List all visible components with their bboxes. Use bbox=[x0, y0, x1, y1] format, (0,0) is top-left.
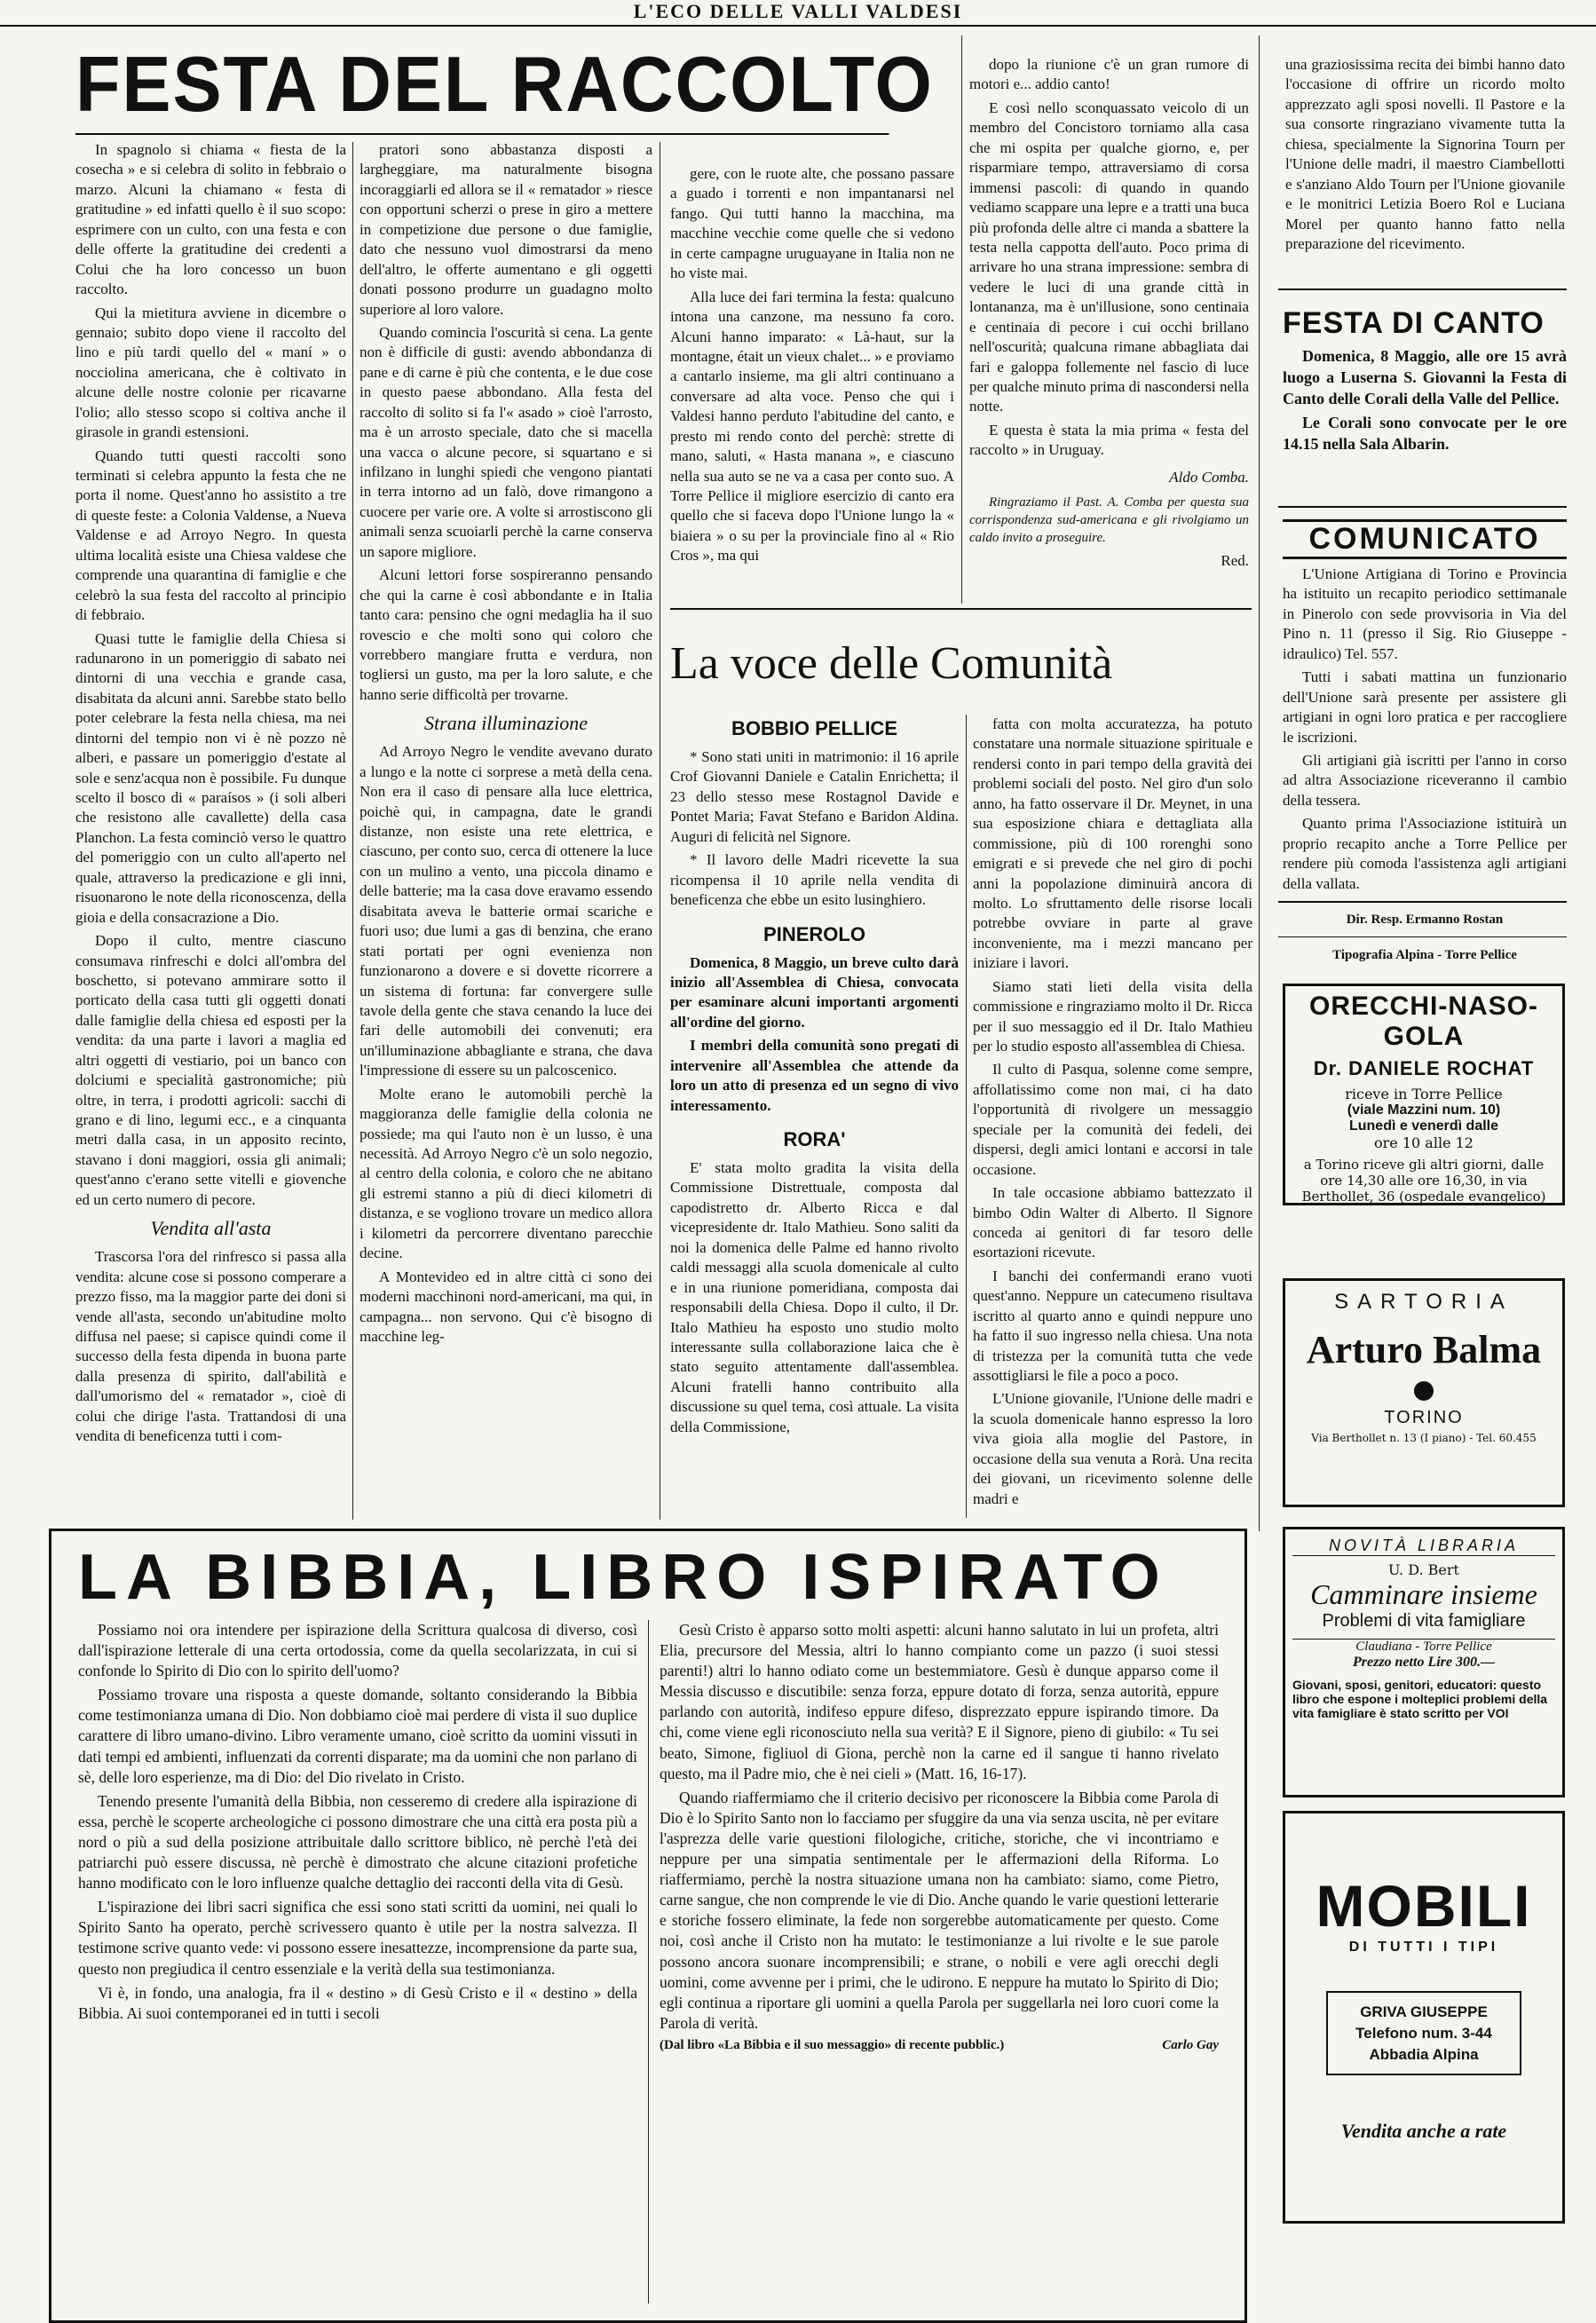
bibbia-title: LA BIBBIA, LIBRO ISPIRATO bbox=[78, 1542, 1169, 1613]
rora-heading: RORA' bbox=[783, 1128, 846, 1150]
paragraph: Possiamo trovare una risposta a queste domande, soltanto considerando la Bibbia come testimonianza umana di Dio. Non dobbiamo cioè mai perdere di vista il suo duplice carattere di libro umano-divino. Libro veramente umano, cioè scritto da uomini vissuti in dati tempi ed ambienti, influenzati da correnti disparate; ma da uomini che non parlano di sè, delle loro esperienze, ma di Dio: del Dio rivelato in Cristo. bbox=[78, 1686, 637, 1786]
printer-credit: Tipografia Alpina - Torre Pellice bbox=[1332, 948, 1517, 962]
comunicato-title: COMUNICATO bbox=[1283, 519, 1567, 559]
bibbia-article bbox=[49, 1529, 1247, 2323]
ad-sartoria bbox=[1283, 1278, 1565, 1507]
ad-address: Via Berthollet n. 13 (I piano) - Tel. 60.455 bbox=[1311, 1432, 1537, 1444]
paragraph: Tutti i sabati mattina un funzionario dell'Unione sarà presente per assistere gli artigiani in ogni loro pratica e per raccogliere le iscrizioni. bbox=[1283, 668, 1567, 746]
ad-line: (viale Mazzini num. 10) bbox=[1347, 1102, 1501, 1118]
ad-mobili bbox=[1283, 1811, 1565, 2224]
paragraph: Gesù Cristo è apparso sotto molti aspetti: alcuni hanno salutato in lui un profeta, altri Elia, precursore del Messia, altri lo hanno compianto come un pazzo (i suoi stessi parenti!) altri lo hanno odiato come un bestemmiatore. Gesù è dunque apparso come il Messia discusso e discutibile: senza forza, eppure dotato di forza, senza autorità, eppure parlando con autorità, indifeso eppure difeso, disprezzato eppure ispirando timore. Da chi, come viene egli riconosciuto nella sua verità? E il Signore, pieno di giubilo: « Tu sei beato, Simone, figliuol di Giona, perchè non la carne ed il sangue ti hanno rivelato questo, ma il Padre mio, che è nei cieli » (Matt. 16, 16-17). bbox=[660, 1621, 1219, 1782]
strana-heading: Strana illuminazione bbox=[424, 712, 588, 735]
ad-shop-name: GRIVA GIUSEPPE bbox=[1360, 2003, 1488, 2020]
ad-name: Arturo Balma bbox=[1306, 1328, 1542, 1371]
source-note: (Dal libro «La Bibbia e il suo messaggio» di recente pubblic.) bbox=[660, 2037, 1005, 2052]
ad-doctor: Dr. DANIELE ROCHAT bbox=[1313, 1057, 1535, 1079]
festa-canto bbox=[1283, 306, 1567, 502]
pinerolo-heading: PINEROLO bbox=[763, 922, 865, 945]
bibbia-source bbox=[660, 2037, 1219, 2055]
ad-line: riceve in Torre Pellice bbox=[1345, 1086, 1503, 1102]
paragraph: Qui la mietitura avviene in dicembre o gennaio; subito dopo viene il raccolto del lino e più tardi quello del « maní » o nocciolina americana, che è coltivato in alcune delle nostre colonie per ricavarne l'olio; allo stesso scopo si coltiva anche il girasole in grandi estensioni. bbox=[75, 304, 346, 441]
festa-column-1 bbox=[75, 140, 346, 1525]
paragraph: Quando riaffermiamo che il criterio decisivo per riconoscere la Bibbia come Parola di Dio è lo Spirito Santo non lo facciamo per sfuggire da una via senza uscita, nè per evitare l'asprezza delle varie questioni filologiche, critiche, storiche, che vi incontriamo e neppure per una simpatia sentimentale per le affermazioni della Riforma. Lo riaffermiamo, perchè la nostra situazione umana non ha cambiato: siamo, come Pietro, carne sangue, che non comprende le vie di Dio. Anche quando le varie questioni letterarie e storiche fossero eliminate, la fede non sorgerebbe automaticamente per questo. Come noi, così anche il Cristo non ha mutato: le testimonianze a lui rivolte e le sue parole possono ancora suonare incomprensibili; e strane, o nobili e vere agli orecchi degli uomini, come avvenne per i primi, che le udirono. E neppure ha mutato lo Spirito di Dio; egli continua a riportare gli uomini a quella Parola per suggellarla nei loro cuori come la Parola di verità. bbox=[660, 1788, 1219, 2032]
paragraph: Possiamo noi ora intendere per ispirazione della Scrittura qualcosa di diverso, così dall'ispirazione letterale di una certa ortodossia, come da quella secolarizzata, in cui si confonde lo Spirito di Dio con lo spirito dell'uomo? bbox=[78, 1621, 637, 1680]
ad-title: NOVITÀ LIBRARIA bbox=[1292, 1537, 1555, 1556]
festa-column-3 bbox=[670, 164, 954, 590]
paragraph: Domenica, 8 Maggio, alle ore 15 avrà luogo a Luserna S. Giovanni la Festa di Canto delle Corali della Valle del Pellice. bbox=[1283, 347, 1567, 407]
right-top-text bbox=[1285, 55, 1565, 281]
ad-orecchi-naso-gola bbox=[1283, 984, 1565, 1205]
red-signature: Red. bbox=[1221, 551, 1249, 569]
paragraph: A Montevideo ed in altre città ci sono dei moderni macchinoni nord-americani, ma qui, in campagna... non servono. Qui c'è bisogno di macchine leg- bbox=[359, 1268, 652, 1345]
voce-comunita-title: La voce delle Comunità bbox=[670, 638, 1113, 689]
comunicato bbox=[1283, 519, 1567, 892]
ad-shop-box bbox=[1326, 1991, 1521, 2075]
ad-line: a Torino riceve gli altri giorni, dalle ore 14,30 alle ore 16,30, in via Berthollet, 36 (ospedale evangelico) bbox=[1301, 1157, 1546, 1205]
paragraph: E' stata molto gradita la visita della Commissione Distrettuale, composta dal capodistretto dr. Alberto Ricca e dal vicepresidente dr. Italo Mathieu. Sono saliti da noi la domenica delle Palme ed hanno rivolto caldi messaggi alla scuola domenicale al culto e in una riunione pomeridiana, composta dai responsabili della Chiesa. Dopo il culto, il Dr. Italo Mathieu ha esposto uno studio molto interessante sulla collaborazione laica che è stato seguito attentamente dall'assemblea. Alcuni fratelli hanno contribuito alla discussione su quel tema, così attuale. La visita della Commissione, bbox=[670, 1159, 959, 1435]
paragraph: Quando comincia l'oscurità si cena. La gente non è difficile di gusti: avendo abbondanza di pane e di carne è più che contenta, e le due cose in questo paese abbondano. Alla festa del raccolto di solito si fa l'« asado » cioè l'arrosto, ma è un arrosto speciale, dato che si macella una vacca o alcune pecore, si squartano e si infilzano in lunghi spiedi che vengono piantati in terra intorno ad un falò, dove rimangono a cuocere per varie ore. A volte si arrostiscono gli animali senza scuoiarli perchè la carne conserva un sapore migliore. bbox=[359, 323, 652, 560]
ad-line: Lunedì e venerdì dalle bbox=[1348, 1118, 1499, 1134]
director-credit: Dir. Resp. Ermanno Rostan bbox=[1346, 913, 1504, 927]
paragraph: Vi è, in fondo, una analogia, fra il « destino » di Gesù Cristo e il « destino » della Bibbia. Ai suoi contemporanei ed in tutti i secoli bbox=[78, 1983, 637, 2022]
paragraph: Domenica, 8 Maggio, un breve culto darà inizio all'Assemblea di Chiesa, convocata per esaminare alcuni importanti argomenti all'ordine del giorno. bbox=[670, 953, 959, 1031]
paragraph: E così nello sconquassato veicolo di un membro del Concistoro torniamo alla casa che mi ospita per qualche giorno, e, per risparmiare tempo, attraversiamo di corsa immensi pascoli: di quando in quando vediamo scappare una lepre e a tratti una buca più profonda delle altre ci manda a sbattere la testa nella cappotta dell'auto. Poco prima di arrivare ho una strana impressione: sembra di vedere le luci di una grande città in lontananza, ma è un'illusione, sono centinaia e centinaia di pecore i cui occhi brillano nell'oscurità; qualcuna rimane abbagliata dai fari e galoppa follemente nel fascio di luce per qualche minuto prima di nascondersi nella notte. bbox=[969, 99, 1249, 415]
bibbia-column-1 bbox=[78, 1620, 637, 2312]
ad-line: ore 10 alle 12 bbox=[1374, 1134, 1474, 1151]
ad-publisher: Claudiana - Torre Pellice bbox=[1292, 1639, 1555, 1655]
paragraph: Le Corali sono convocate per le ore 14.15 nella Sala Albarin. bbox=[1283, 414, 1567, 453]
paragraph: Quanto prima l'Associazione istituirà un proprio recapito anche a Torre Pellice per rendere più comoda l'assistenza agli artigiani della vallata. bbox=[1283, 815, 1567, 892]
ad-title: MOBILI bbox=[1316, 1873, 1532, 1939]
paragraph: Il culto di Pasqua, solenne come sempre, affollatissimo come non mai, ci ha dato l'opportunità di rivolgere un messaggio speciale per la comunità dei fedeli, dei dispersi, degli amici lontani e accorsi in tale occasione. bbox=[973, 1061, 1252, 1178]
paragraph: gere, con le ruote alte, che possano passare a guado i torrenti e non impantanarsi nel fango. Qui tutti hanno la macchina, ma macchine vecchie come quelle che si vedono in certe campagne uruguayane in Italia non ne ho viste mai. bbox=[670, 165, 954, 282]
paragraph: * Sono stati uniti in matrimonio: il 16 aprile Crof Giovanni Daniele e Catalin Enrichetta; il 23 dello stesso mese Rostagnol Davide e Pontet Maria; Favat Stefano e Baridon Aldina. Auguri di felicità nel Signore. bbox=[670, 748, 959, 845]
author-signature: Carlo Gay bbox=[1162, 2037, 1219, 2052]
editor-note: Ringraziamo il Past. A. Comba per questa sua corrispondenza sud-americana e gli rivolgiamo un caldo invito a proseguire. bbox=[969, 495, 1249, 545]
paragraph: Alla luce dei fari termina la festa: qualcuno intona una canzone, ma nessuno fa coro. Alcuni hanno imparato: « Là-haut, sur la montagne, était un vieux chalet... » e proviamo a cantarlo insieme, ma gli altri continuano a conversare ad alta voce. Penso che qui i Valdesi hanno perduto l'abitudine del canto, e presto mi rendo conto del perchè: strette di mano, saluti, « Hasta manana », e ciascuno nella sua auto se ne va a casa per conto suo. A Torre Pellice il migliore esercizio di canto era quello che si faceva dopo l'Unione lungo la « biaiera » o su per la provinciale fino al « Rio Cros », ma qui bbox=[670, 288, 954, 565]
festa-column-4 bbox=[969, 55, 1249, 605]
paragraph: L'ispirazione dei libri sacri significa che essi sono stati scritti da uomini, nei quali lo Spirito Santo ha operato, perchè scrivessero quanto è utile per la nostra salvezza. Il testimone scrive quanto vede: vi possono essere inesattezze, incomprensione da parte sua, questo non pregiudica il centro essenziale e la verità della sua testimonianza. bbox=[78, 1898, 637, 1978]
ad-author: U. D. Bert bbox=[1388, 1561, 1459, 1578]
masthead: L'ECO DELLE VALLI VALDESI bbox=[0, 0, 1596, 27]
paragraph: fatta con molta accuratezza, ha potuto constatare una normale situazione spirituale e rendersi conto in pari tempo della gravità dei problemi sociali del posto. Nel giro d'un solo anno, ha fatto osservare il Dr. Meynet, in una sua esposizione chiara e dettagliata alla commissione, più di 100 rorenghi sono emigrati e si prevede che nel giro di pochi anni la popolazione diminuirà ancora di molto. Lo sfruttamento delle risorse locali potrebbe ovviare in parte al grave inconveniente, ma i mezzi mancano per iniziare i lavori. bbox=[973, 715, 1252, 972]
author-signature: Aldo Comba. bbox=[1169, 468, 1249, 486]
paragraph: dopo la riunione c'è un gran rumore di motori e... addio canto! bbox=[969, 56, 1249, 93]
paragraph: Dopo il culto, mentre ciascuno consumava rinfreschi e dolci all'ombra del boschetto, si potevano ammirare sotto il porticato della casa tutti gli oggetti donati dalle famiglie della chiesa ed esposti per la vendita: da una parte i lavori a maglia ed altri oggetti di vestiario, poi un banco con dolciumi e specialità gastronomiche; più oltre, in terra, i prodotti agricoli: sacchi di grano e di lino, legumi ecc., e a cinquanta metri dalla casa, in un apposito recinto, stavano i doni maggiori, ossia gli animali; quest'anno c'erano sette vitelli e giovenche ed un certo numero di pecore. bbox=[75, 932, 346, 1208]
paragraph: Quasi tutte le famiglie della Chiesa si radunarono in un pomeriggio di sabato nei dintorni di una vecchia e grande casa, disabitata da alcuni anni. Sarebbe stato bello poter celebrare la festa nella chiesa, ma nei dintorni del tempio non vi è nè pozzo nè alberi, e passare un pomeriggio d'estate al sole e senz'acqua non è possibile. Fu dunque scelto il bosco di « paraísos » (i soli alberi che resistono alle cavallette) della casa Planchon. La festa cominciò verso le quattro del pomeriggio con un culto all'aperto nel quale, attraverso la predicazione e gli inni, risuonarono le note della riconoscenza, della gioia e della consacrazione a Dio. bbox=[75, 629, 346, 926]
paragraph: Ad Arroyo Negro le vendite avevano durato a lungo e la notte ci sorprese a metà della cena. Non era il caso di pensare alla luce elettrica, poichè qui, in campagna, date le grandi distanze, non esiste una rete elettrica, e ciascuno, per conto suo, cerca di ottenere la luce con un mulino a vento, una piccola dinamo e delle batterie; ma la casa dove eravamo essendo disabitata aveva le batterie ormai scariche e fuori uso; due lumi a gas di benzina, che erano stati portati per ogni evenienza non funzionarono a dovere e si dovette ricorrere a un sistema di fortuna: far convergere sulle tavole della gente che stava cenando la luce dei fari delle automobili dei convenuti; era un'illuminazione abbagliante e strana, che dava l'impressione di essere su un palcoscenico. bbox=[359, 743, 652, 1079]
paragraph: * Il lavoro delle Madri ricevette la sua ricompensa il 10 aprile nella vendita di beneficenza che ebbe un esito lusinghiero. bbox=[670, 851, 959, 909]
ad-footer: Vendita anche a rate bbox=[1340, 2120, 1507, 2143]
paragraph: I banchi dei confermandi erano vuoti quest'anno. Neppure un catecumeno risultava iscritto al quarto anno e quindi neppure uno ha fatto il suo ingresso nella chiesa. Una nota di tristezza per la comunità tutta che vede assottigliarsi le file a poco a poco. bbox=[973, 1267, 1252, 1384]
paragraph: Trascorsa l'ora del rinfresco si passa alla vendita: alcune cose si possono comperare a prezzo fisso, ma la maggior parte dei doni si vende all'asta, secondo un'abitudine molto diffusa nel paese; si capisce quindi come il successo della festa dipenda in buona parte dalla presenza di spirito, dall'abilità e dall'umorismo del « rematador », cioè di colui che dirige l'asta. Trattandosi di una vendita di beneficenza tutti i com- bbox=[75, 1248, 346, 1445]
paragraph: Gli artigiani già iscritti per l'anno in corso ad altra Associazione riceveranno il cambio della tessera. bbox=[1283, 751, 1567, 809]
paragraph: In spagnolo si chiama « fiesta de la cosecha » e si celebra di solito in febbraio o marzo. Alcuni la chiamano « festa di gratitudine » ed infatti quello è il suo scopo: esprimere con un culto, con una festa e con delle offerte la gratitudine dei credenti a Colui che ha loro concesso un buon raccolto. bbox=[75, 141, 346, 298]
paragraph: L'Unione giovanile, l'Unione delle madri e la scuola domenicale hanno espresso la loro viva gioia alla moglie del Pastore, in occasione della sua venuta a Rorà. Una recita dei giovani, un ricevimento solenne delle madri e bbox=[973, 1390, 1252, 1507]
paragraph: Quando tutti questi raccolti sono terminati si celebra appunto la festa che ne porta il nome. Quest'anno ho assistito a tre di queste feste: a Colonia Valdense, a Nueva Valdense e ad Arroyo Negro. In questa ultima località esiste una Chiesa valdese che comprende una quarantina di famiglie e che celebrò la sua festa del raccolto al principio di febbraio. bbox=[75, 446, 346, 624]
paragraph: Siamo stati lieti della visita della commissione e ringraziamo molto il Dr. Ricca per il suo messaggio ed il Dr. Italo Mathieu per lo studio esposto all'assemblea di Chiesa. bbox=[973, 977, 1252, 1055]
paragraph: Alcuni lettori forse sospireranno pensando che qui la carne è così abbondante e in Italia tanto cara: pensino che ogni medaglia ha il suo rovescio e che molti sono qui coloro che vorrebbero mangiare frutta e verdura, non togliersi un gusto, ma per la loro salute, e che hanno serie difficoltà per trovarne. bbox=[359, 566, 652, 703]
paragraph: Tenendo presente l'umanità della Bibbia, non cesseremo di credere alla ispirazione di essa, perchè le scoperte archeologiche ci possono dimostrare che una città era posta più a nord o più a sud della posizione attribuitale dallo scrittore biblico, nè perchè l'età dei patriarchi può essere discussa, nè perchè è dimostrato che alcune citazioni profetiche hanno modificato con le loro influenze qualche dettaglio dei racconti della vita di Gesù. bbox=[78, 1791, 637, 1892]
ad-city: TORINO bbox=[1384, 1408, 1464, 1427]
festa-column-2 bbox=[359, 140, 652, 1525]
bibbia-column-2 bbox=[660, 1620, 1219, 2312]
vendita-heading: Vendita all'asta bbox=[150, 1217, 272, 1240]
festa-canto-title: FESTA DI CANTO bbox=[1283, 306, 1545, 340]
ad-subtitle: DI TUTTI I TIPI bbox=[1348, 1940, 1499, 1955]
voce-column-2 bbox=[973, 715, 1252, 1518]
bobbio-heading: BOBBIO PELLICE bbox=[731, 717, 897, 739]
ad-title: ORECCHI-NASO-GOLA bbox=[1309, 992, 1538, 1051]
ad-novita-libraria bbox=[1283, 1527, 1565, 1798]
ad-text: Giovani, sposi, genitori, educatori: questo libro che espone i molteplici problemi della vita famigliare è stato scritto per VOI bbox=[1292, 1678, 1548, 1720]
ad-subtitle: Problemi di vita famigliare bbox=[1322, 1611, 1526, 1631]
paragraph: una graziosissima recita dei bimbi hanno dato l'occasione di offrire un ricordo molto apprezzato agli sposi novelli. Il Pastore e la sua consorte ringraziano vivamente tutta la chiesa, specialmente la Signorina Tourn per l'Unione delle madri, il maestro Ciambellotti e s'anziano Aldo Tourn per l'Unione giovanile e le monitrici Letizia Boero Rol e Luciana Morel per quanto hanno fatto nella preparazione del ricevimento. bbox=[1285, 56, 1565, 252]
ad-shop-place: Abbadia Alpina bbox=[1369, 2045, 1479, 2063]
paragraph: In tale occasione abbiamo battezzato il bimbo Odin Walter di Alberto. Il Signore conceda ai genitori di far tesoro delle esortazioni ricevute. bbox=[973, 1184, 1252, 1261]
ad-book: Camminare insieme bbox=[1310, 1578, 1537, 1610]
bullet-icon bbox=[1414, 1381, 1434, 1401]
ad-title: SARTORIA bbox=[1334, 1290, 1513, 1314]
voce-column-1 bbox=[670, 710, 959, 1520]
paragraph: Molte erano le automobili perchè la maggioranza delle famiglie della colonia ne possiede; ma qui l'auto non è un lusso, è una necessità. Ad Arroyo Negro c'è un solo negozio, al centro della colonia, e coloro che ne abitano gli estremi stanno a più di dieci kilometri di distanza, e se vogliono trovare un medico allora i kilometri da percorrere diventano parecchie decine. bbox=[359, 1085, 652, 1262]
paragraph: I membri della comunità sono pregati di intervenire all'Assemblea che attende da loro un atto di presenza ed un segno di vivo interessamento. bbox=[670, 1037, 959, 1114]
festa-raccolto-title: FESTA DEL RACCOLTO bbox=[75, 36, 889, 135]
paragraph: pratori sono abbastanza disposti a largheggiare, ma naturalmente bisogna incoraggiarli ed allora se il « rematador » riesce con opportuni scherzi o prese in giro a mettere in competizione due persone o due famiglie, dato che nessuno vuol dimostrarsi da meno dell'altro, le offerte aumentano e gli oggetti donati possono produrre un guadagno molto superiore al loro valore. bbox=[359, 141, 652, 318]
ad-shop-phone: Telefono num. 3-44 bbox=[1355, 2024, 1492, 2042]
ad-price: Prezzo netto Lire 300.— bbox=[1353, 1655, 1495, 1670]
paragraph: E questa è stata la mia prima « festa del raccolto » in Uruguay. bbox=[969, 421, 1249, 459]
paragraph: L'Unione Artigiana di Torino e Provincia ha istituito un recapito periodico settimanale in Pinerolo con sede provvisoria in Via del Pino n. 11 (presso il Sig. Rio Giuseppe - idraulico) Tel. 557. bbox=[1283, 565, 1567, 662]
